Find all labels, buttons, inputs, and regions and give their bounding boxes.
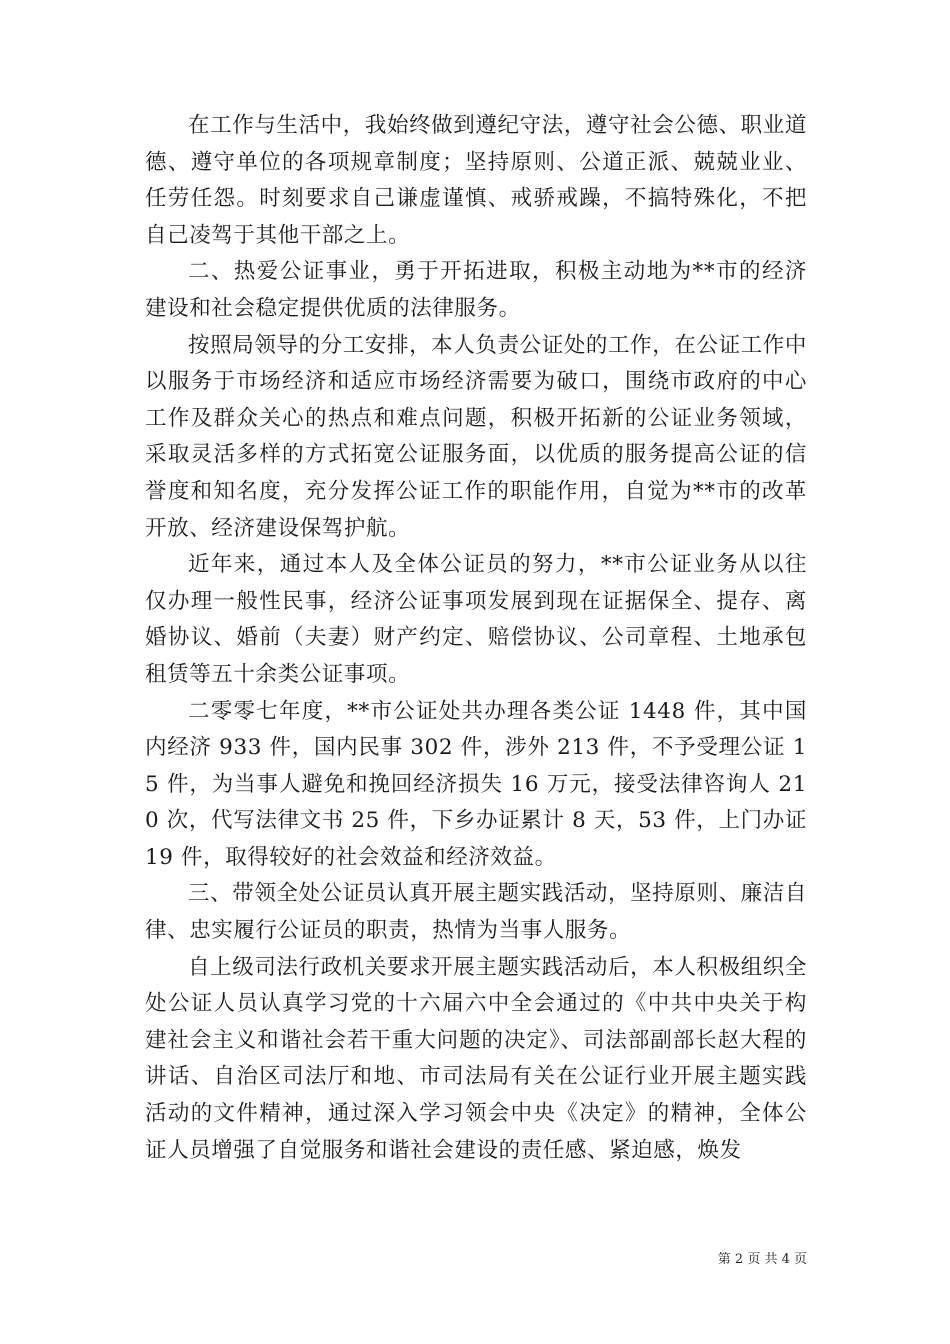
document-body	[145, 108, 807, 1169]
page-number-footer: 第 2 页 共 4 页	[717, 1252, 807, 1267]
section-heading-2: 二、热爱公证事业，勇于开拓进取，积极主动地为**市的经济建设和社会稳定提供优质的法律服务。	[145, 259, 807, 321]
section-heading-3: 三、带领全处公证员认真开展主题实践活动，坚持原则、廉洁自律、忠实履行公证员的职责，热情为当事人服务。	[145, 881, 807, 944]
paragraph-annual-statistics: 二零零七年度，**市公证处共办理各类公证 1448 件，其中国内经济 933 件，国内民事 302 件，涉外 213 件，不予受理公证 15 件，为当事人避免和挽回经济损失 16 万元，接受法律咨询人 210 次，代写法律文书 25 件，下乡办证累计 8 天，53 件，上门办证 19 件，取得较好的社会效益和经济效益。	[145, 698, 807, 870]
paragraph-notary-work: 按照局领导的分工安排，本人负责公证处的工作，在公证工作中以服务于市场经济和适应市场经济需要为破口，围绕市政府的中心工作及群众关心的热点和难点问题，积极开拓新的公证业务领域，采取灵活多样的方式拓宽公证服务面，以优质的服务提高公证的信誉度和知名度，充分发挥公证工作的职能作用，自觉为**市的改革开放、经济建设保驾护航。	[145, 332, 807, 541]
paragraph-practice-activity: 自上级司法行政机关要求开展主题实践活动后，本人积极组织全处公证人员认真学习党的十六届六中全会通过的《中共中央关于构建社会主义和谐社会若干重大问题的决定》、司法部副部长赵大程的讲话、自治区司法厅和地、市司法局有关在公证行业开展主题实践活动的文件精神，通过深入学习领会中央《决定》的精神，全体公证人员增强了自觉服务和谐社会建设的责任感、紧迫感，焕发	[145, 954, 807, 1163]
paragraph-conduct: 在工作与生活中，我始终做到遵纪守法，遵守社会公德、职业道德、遵守单位的各项规章制度；坚持原则、公道正派、兢兢业业、任劳任怨。时刻要求自己谦虚谨慎、戒骄戒躁，不搞特殊化，不把自己凌驾于其他干部之上。	[145, 113, 807, 248]
paragraph-business-scope: 近年来，通过本人及全体公证员的努力，**市公证业务从以往仅办理一般性民事，经济公证事项发展到现在证据保全、提存、离婚协议、婚前（夫妻）财产约定、赔偿协议、公司章程、土地承包租赁等五十余类公证事项。	[145, 552, 807, 687]
